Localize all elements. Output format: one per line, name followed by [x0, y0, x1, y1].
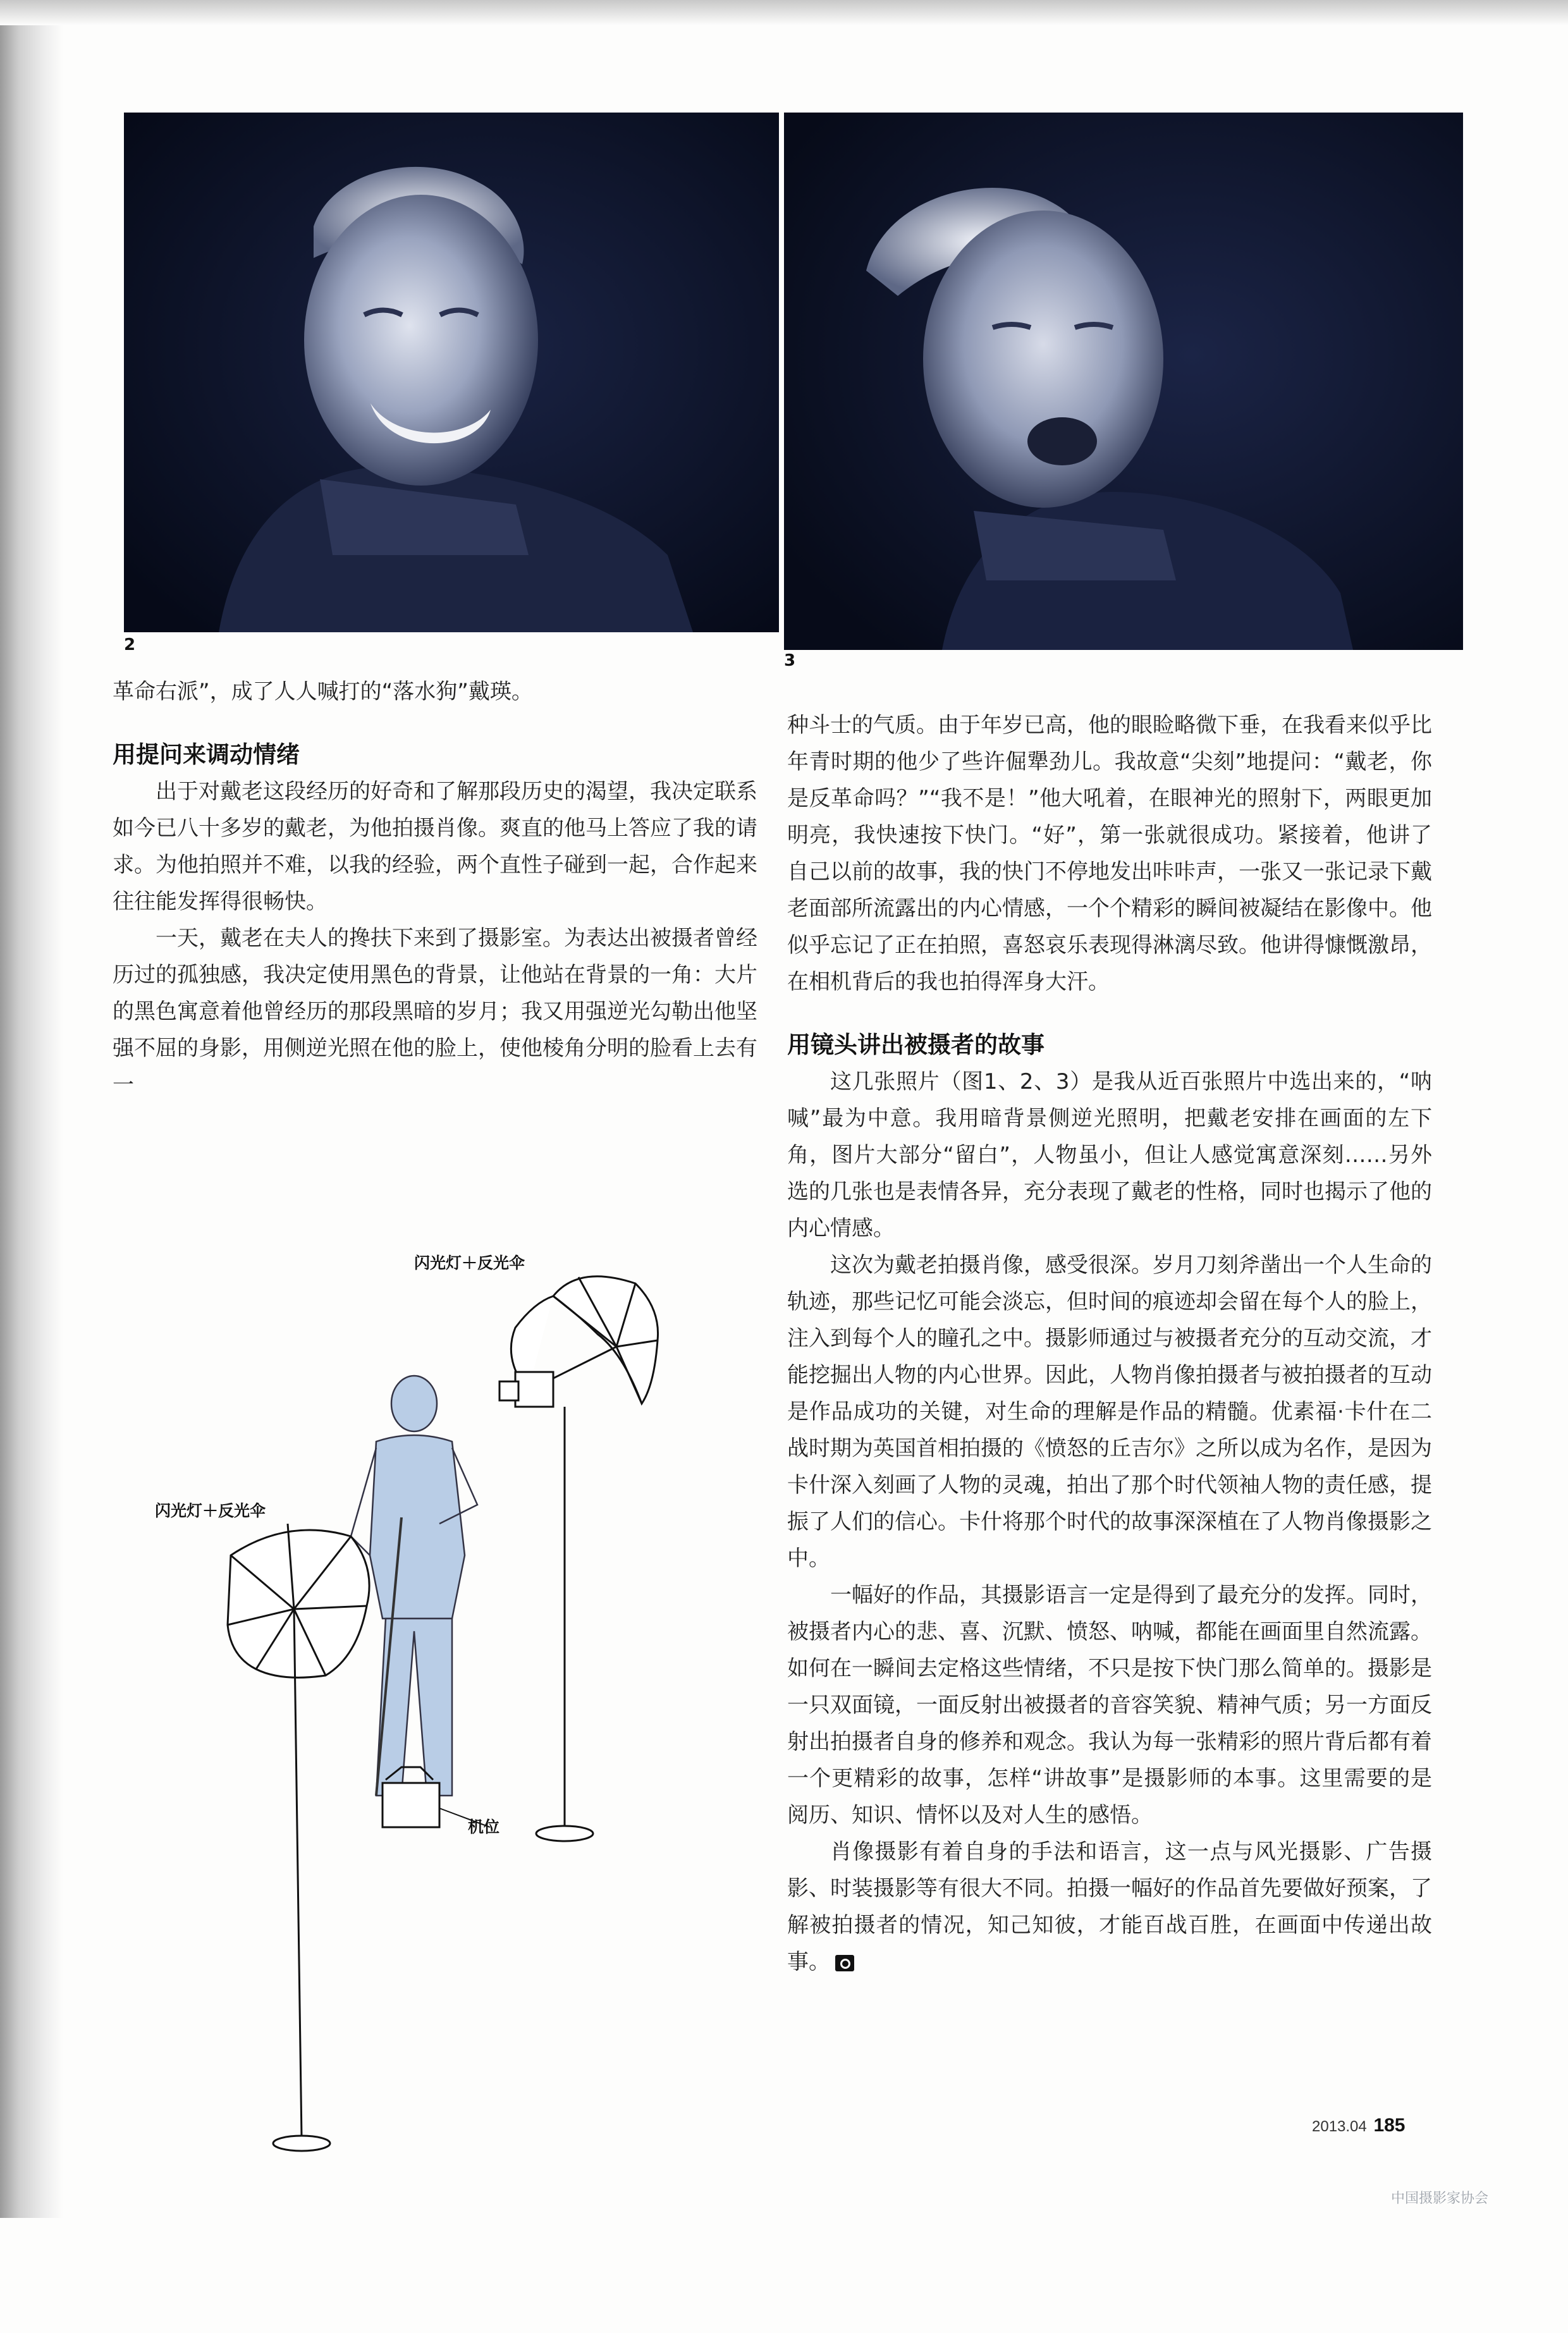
scan-edge-shadow: [0, 0, 63, 2218]
scan-top-shadow: [0, 0, 1568, 25]
article-left-column: [113, 673, 757, 1103]
watermark-text: 中国摄影家协会: [1391, 2191, 1489, 2207]
right-paragraph-4-text: 肖像摄影有着自身的手法和语言，这一点与风光摄影、广告摄影、时装摄影等有很大不同。拍摄一幅好的作品首先要做好预案，了解被拍摄者的情况，知己知彼，才能百战百胜，在画面中传递出故事。: [787, 1839, 1432, 1975]
left-continuation-text: 革命右派”，成了人人喊打的“落水狗”戴瑛。: [113, 679, 533, 704]
portrait-photo-3-image: [784, 113, 1463, 650]
right-paragraph-1: 这几张照片（图1、2、3）是我从近百张照片中选出来的，“呐喊”最为中意。我用暗背景侧逆光照明，把戴老安排在画面的左下角，图片大部分“留白”，人物虽小，但让人感觉寓意深刻……另外选的几张也是表情各异，充分表现了戴老的性格，同时也揭示了他的内心情感。: [787, 1069, 1432, 1241]
left-umbrella-light-icon: [228, 1524, 369, 2151]
page-footer: [1312, 2115, 1406, 2136]
left-light-label: 闪光灯＋反光伞: [155, 1502, 266, 1520]
right-continuation-text: 种斗士的气质。由于年岁已高，他的眼睑略微下垂，在我看来似乎比年青时期的他少了些许倔犟劲儿。我故意“尖刻”地提问：“戴老，你是反革命吗？”“我不是！”他大吼着，在眼神光的照射下，两眼更加明亮，我快速按下快门。“好”，第一张就很成功。紧接着，他讲了自己以前的故事，我的快门不停地发出咔咔声，一张又一张记录下戴老面部所流露出的内心情感，一个个精彩的瞬间被凝结在影像中。他似乎忘记了正在拍照，喜怒哀乐表现得淋漓尽致。他讲得慷慨激昂，在相机背后的我也拍得浑身大汗。: [787, 713, 1432, 995]
photo-3-number: 3: [784, 651, 796, 670]
section-heading-story: 用镜头讲出被摄者的故事: [787, 1031, 1044, 1058]
article-end-camera-icon: [835, 1955, 854, 1971]
issue-date: 2013.04: [1312, 2118, 1367, 2135]
left-paragraph-2: 一天，戴老在夫人的搀扶下来到了摄影室。为表达出被摄者曾经历过的孤独感，我决定使用黑色的背景，让他站在背景的一角：大片的黑色寓意着他曾经历的那段黑暗的岁月；我又用强逆光勾勒出他坚强不屈的身影，用侧逆光照在他的脸上，使他棱角分明的脸看上去有一: [113, 926, 757, 1098]
right-paragraph-2: 这次为戴老拍摄肖像，感受很深。岁月刀刻斧凿出一个人生命的轨迹，那些记忆可能会淡忘，但时间的痕迹却会留在每个人的脸上，注入到每个人的瞳孔之中。摄影师通过与被摄者充分的互动交流，才能挖掘出人物的内心世界。因此，人物肖像拍摄者与被拍摄者的互动是作品成功的关键，对生命的理解是作品的精髓。优素福·卡什在二战时期为英国首相拍摄的《愤怒的丘吉尔》之所以成为名作，是因为卡什深入刻画了人物的灵魂，拍出了那个时代领袖人物的责任感，提振了人们的信心。卡什将那个时代的故事深深植在了人物肖像摄影之中。: [787, 1252, 1432, 1571]
page-number: 185: [1373, 2115, 1406, 2136]
article-right-column: [787, 707, 1432, 1980]
right-paragraph-4: [787, 1834, 1432, 1980]
top-light-label: 闪光灯＋反光伞: [414, 1254, 525, 1272]
section-heading-questions: 用提问来调动情绪: [113, 741, 300, 768]
top-umbrella-light-icon: [499, 1277, 658, 1841]
portrait-photo-3: [784, 113, 1463, 650]
lighting-diagram-drawing: [136, 1239, 768, 2333]
lighting-setup-diagram: [136, 1239, 768, 2333]
left-paragraph-1: 出于对戴老这段经历的好奇和了解那段历史的渴望，我决定联系如今已八十多岁的戴老，为他拍摄肖像。爽直的他马上答应了我的请求。为他拍照并不难，以我的经验，两个直性子碰到一起，合作起来往往能发挥得很畅快。: [113, 779, 757, 914]
camera-label: 机位: [468, 1818, 500, 1836]
photo-2-number: 2: [124, 635, 136, 654]
portrait-photo-2-image: [124, 113, 779, 632]
portrait-photo-2: [124, 113, 779, 632]
right-paragraph-3: 一幅好的作品，其摄影语言一定是得到了最充分的发挥。同时，被摄者内心的悲、喜、沉默、愤怒、呐喊，都能在画面里自然流露。如何在一瞬间去定格这些情绪，不只是按下快门那么简单的。摄影是一只双面镜，一面反射出被摄者的音容笑貌、精神气质；另一方面反射出拍摄者自身的修养和观念。我认为每一张精彩的照片背后都有着一个更精彩的故事，怎样“讲故事”是摄影师的本事。这里需要的是阅历、知识、情怀以及对人生的感悟。: [787, 1583, 1432, 1828]
